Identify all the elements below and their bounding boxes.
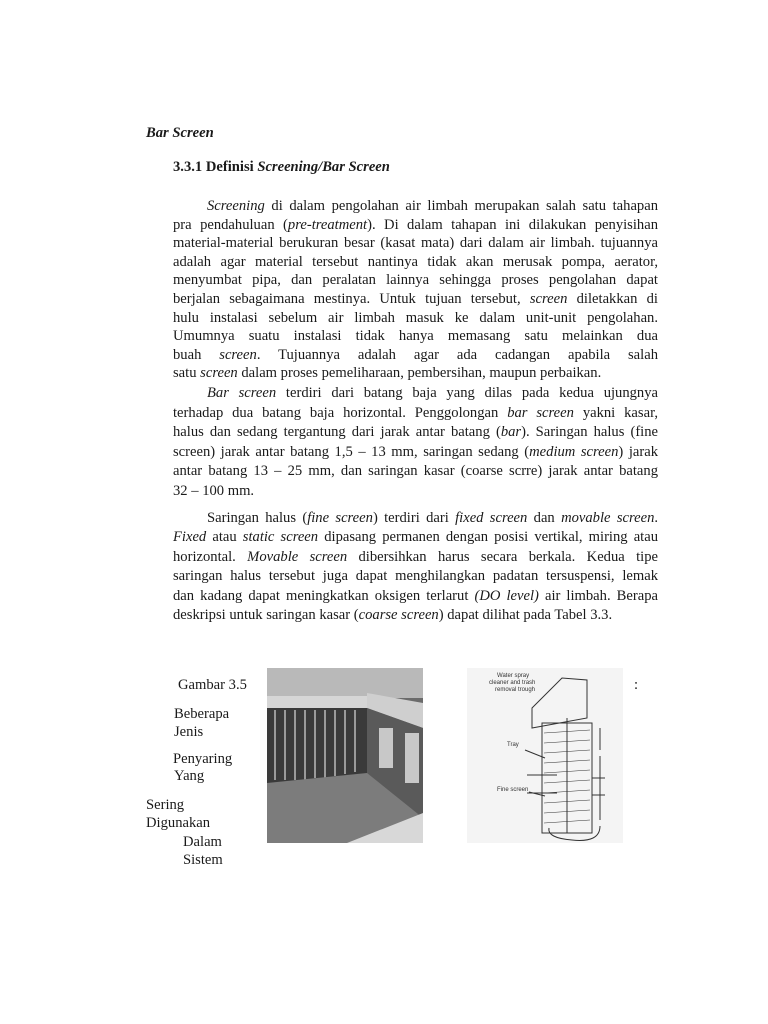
diagram-label: cleaner and trash <box>489 680 536 686</box>
italic-term: fixed screen <box>455 510 528 526</box>
text-segment: menyumbat pipa, dan peralatan lainnya sehingga proses pengolahan dapat <box>173 272 658 289</box>
paragraph-line <box>173 528 658 546</box>
paragraph-line <box>173 567 658 585</box>
diagram-label: removal trough <box>495 687 536 693</box>
text-segment: adalah agar material tersebut nantinya tidak akan merusak pompa, aerator, <box>173 253 658 270</box>
paragraph-line <box>173 234 658 252</box>
text-segment: terhadap dua batang baja horizontal. Penggolongan <box>173 404 508 421</box>
italic-term: bar screen <box>507 404 574 421</box>
italic-term: pre-treatment <box>287 216 368 233</box>
text-segment: yakni kasar, <box>573 404 658 421</box>
italic-term: static screen <box>242 529 319 546</box>
italic-term: coarse screen <box>358 607 439 623</box>
bar-screen-photo <box>267 668 423 843</box>
text-segment: dibersihkan harus secara berkala. Kedua tipe <box>347 548 658 565</box>
text-segment: ) jarak <box>618 443 658 460</box>
subheading-italic: Screening/Bar Screen <box>257 159 390 175</box>
fine-screen-diagram <box>467 668 623 843</box>
italic-term: Fixed <box>173 529 207 546</box>
text-segment: screen) jarak antar batang 1,5 – 13 mm, saringan sedang ( <box>173 443 530 460</box>
text-segment: ). Di dalam tahapan ini dilakukan penyisihan <box>367 216 658 233</box>
text-segment: ) terdiri dari <box>372 510 456 526</box>
italic-term: bar <box>500 424 522 441</box>
paragraph-line <box>173 548 658 566</box>
paragraph-line <box>173 606 658 624</box>
text-segment: halus dan sedang tergantung dari jarak antar batang ( <box>173 424 501 441</box>
paragraph-line <box>173 423 658 441</box>
diagram-label: Water spray <box>497 673 530 679</box>
paragraph-line <box>207 384 658 402</box>
caption-word: Digunakan <box>146 815 211 831</box>
text-segment: ) dapat dilihat pada Tabel 3.3. <box>438 607 613 623</box>
text-segment: . <box>654 510 659 526</box>
text-segment: 32 – 100 mm. <box>173 483 255 499</box>
text-segment: atau <box>206 529 243 546</box>
caption-word: Sistem <box>183 852 223 868</box>
heading: Bar Screen <box>146 125 214 141</box>
text-segment: material-material berukuran besar (kasat mata) dari dalam air limbah. tujuannya <box>173 235 658 252</box>
text-segment: hulu instalasi sebelum air limbah masuk ke dalam unit-unit pengolahan. <box>173 309 658 326</box>
italic-term: fine screen <box>307 510 373 526</box>
text-segment: saringan halus tersebut juga dapat menghilangkan padatan tersuspensi, lemak <box>173 568 658 585</box>
caption-colon: : <box>634 677 639 693</box>
subheading <box>173 158 390 176</box>
paragraph-line <box>173 346 658 364</box>
caption-word: Beberapa <box>174 706 230 722</box>
italic-term: screen <box>219 346 257 363</box>
text-segment: dan <box>527 510 562 526</box>
paragraph-line <box>173 253 658 271</box>
paragraph-line <box>173 309 658 327</box>
text-segment: horizontal. <box>173 548 248 565</box>
caption-word: Dalam <box>183 834 222 850</box>
text-segment: terdiri dari batang baja yang dilas pada kedua ujungnya <box>276 385 659 401</box>
text-segment: . Tujuannya adalah agar ada cadangan apabila salah <box>256 346 658 363</box>
text-segment: dipasang permanen dengan posisi vertikal, miring atau <box>318 529 659 546</box>
text-segment: diletakkan di <box>567 291 658 307</box>
text-segment: di dalam pengolahan air limbah merupakan salah satu tahapan <box>264 198 658 214</box>
italic-term: movable screen <box>561 510 655 526</box>
diagram-label: Fine screen <box>497 787 529 793</box>
text-segment: berjalan sebagaimana mestinya. Untuk tujuan tersebut, <box>173 291 530 307</box>
italic-term: Screening <box>207 198 265 214</box>
italic-term: (DO level) <box>474 587 539 604</box>
paragraph-line <box>173 462 658 480</box>
italic-term: Movable screen <box>247 548 348 565</box>
caption-gambar: Gambar 3.5 <box>178 677 247 693</box>
italic-term: screen <box>200 365 238 382</box>
caption-word: Jenis <box>174 724 204 740</box>
paragraph-line <box>173 216 658 234</box>
text-segment: dan kadang dapat meningkatkan oksigen terlarut <box>173 587 475 604</box>
italic-term: screen <box>529 291 568 307</box>
paragraph-line <box>173 327 658 345</box>
paragraph-line <box>173 290 658 308</box>
paragraph-line <box>173 443 658 461</box>
text-segment: air limbah. Berapa <box>538 587 659 604</box>
text-segment: dalam proses pemeliharaan, pembersihan, maupun perbaikan. <box>237 365 602 382</box>
text-segment: satu <box>173 365 201 382</box>
subheading-number: 3.3.1 Definisi <box>173 159 258 175</box>
text-segment: Saringan halus ( <box>207 510 308 526</box>
paragraph-line <box>207 197 658 215</box>
text-segment: ). Saringan halus (fine <box>521 424 659 441</box>
paragraph-line <box>173 364 658 382</box>
italic-term: Bar screen <box>207 385 277 401</box>
caption-word: Sering <box>146 797 185 813</box>
paragraph-line <box>173 271 658 289</box>
paragraph-line <box>173 587 658 605</box>
text-segment: Umumnya suatu instalasi tidak hanya memasang satu melainkan dua <box>173 328 658 345</box>
text-segment: antar batang 13 – 25 mm, dan saringan kasar (coarse scrre) jarak antar batang <box>173 463 658 480</box>
paragraph-line <box>173 482 658 500</box>
paragraph-line <box>207 509 658 527</box>
caption-word: Yang <box>174 768 205 784</box>
paragraph-line <box>173 404 658 422</box>
diagram-label: Tray <box>507 742 519 748</box>
italic-term: medium screen <box>529 443 619 460</box>
text-segment: pra pendahuluan ( <box>173 216 288 233</box>
text-segment: deskripsi untuk saringan kasar ( <box>173 607 359 623</box>
caption-word: Penyaring <box>173 751 233 767</box>
text-segment: buah <box>173 346 220 363</box>
